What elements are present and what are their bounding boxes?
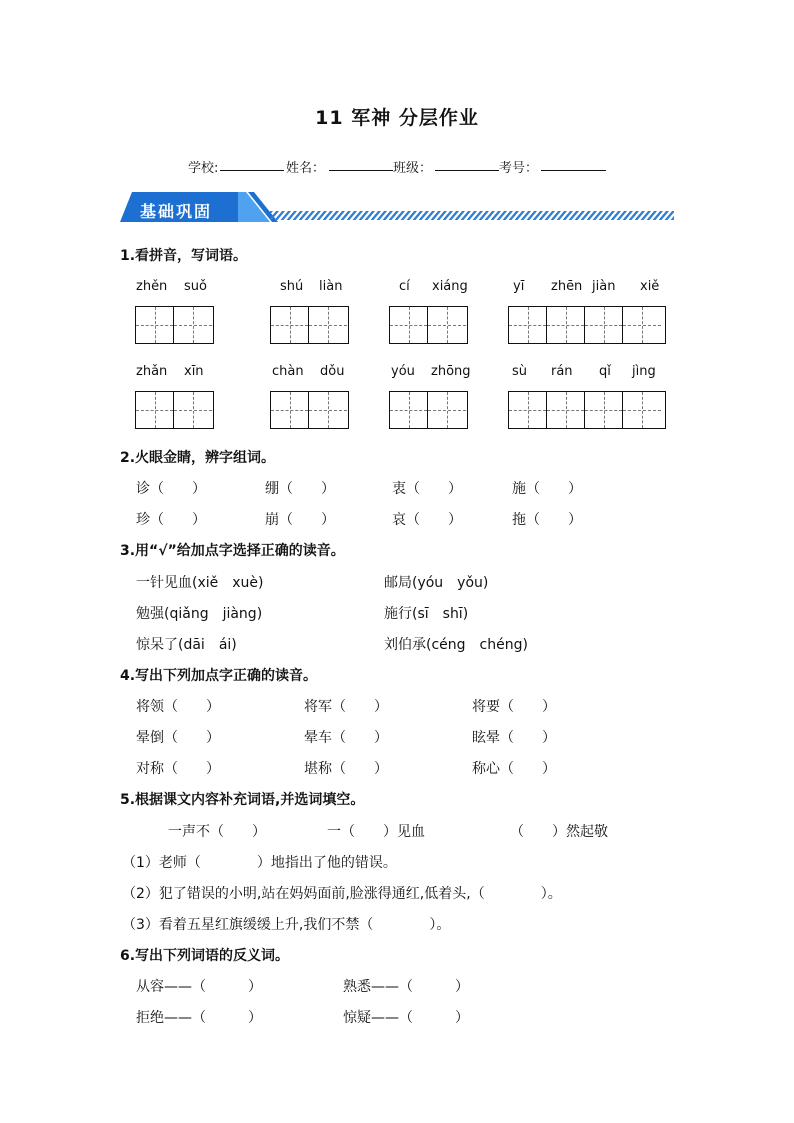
writing-grid[interactable] <box>389 391 468 429</box>
writing-grid[interactable] <box>135 391 214 429</box>
exam-no-blank[interactable] <box>541 170 606 171</box>
reading-blank[interactable]: 将要（ ） <box>472 699 556 715</box>
q3-title: 3.用“√”给加点字选择正确的读音。 <box>120 543 345 559</box>
pronunciation-choice[interactable]: 刘伯承(céng chéng) <box>384 637 528 653</box>
writing-grid[interactable] <box>270 391 349 429</box>
word-group-item[interactable]: 衷（ ） <box>392 481 462 497</box>
antonym-blank[interactable]: 从容——（ ） <box>136 979 262 995</box>
section-banner-label: 基础巩固 <box>140 202 213 221</box>
reading-blank[interactable]: 晕倒（ ） <box>136 730 220 746</box>
writing-grid[interactable] <box>389 306 468 344</box>
pronunciation-choice[interactable]: 惊呆了(dāi ái) <box>136 637 237 653</box>
exam-no-label: 考号： <box>499 161 539 176</box>
idiom-fill[interactable]: （ ）然起敬 <box>510 824 608 840</box>
sentence-fill[interactable]: （2）犯了错误的小明,站在妈妈面前,脸涨得通红,低着头,（ ）。 <box>122 886 562 902</box>
banner-hatch <box>270 211 674 220</box>
pronunciation-choice[interactable]: 施行(sī shī) <box>384 606 469 622</box>
pinyin: xīn <box>184 364 204 379</box>
class-label: 班级： <box>393 161 433 176</box>
pinyin: dǒu <box>320 364 345 379</box>
q4-title: 4.写出下列加点字正确的读音。 <box>120 668 318 684</box>
sentence-fill[interactable]: （1）老师（ ）地指出了他的错误。 <box>122 855 397 871</box>
pinyin: zhēn <box>551 279 583 294</box>
pinyin: qǐ <box>599 364 611 379</box>
pinyin: zhěn <box>136 279 168 294</box>
reading-blank[interactable]: 对称（ ） <box>136 761 220 777</box>
word-group-item[interactable]: 哀（ ） <box>392 512 462 528</box>
page-title: 11 军神 分层作业 <box>315 107 479 129</box>
pinyin: jìng <box>632 364 656 379</box>
pinyin: cí <box>399 279 410 294</box>
antonym-blank[interactable]: 惊疑——（ ） <box>343 1010 469 1026</box>
school-label: 学校: <box>188 161 219 176</box>
word-group-item[interactable]: 施（ ） <box>512 481 582 497</box>
writing-grid[interactable] <box>135 306 214 344</box>
pronunciation-choice[interactable]: 勉强(qiǎng jiàng) <box>136 606 263 622</box>
reading-blank[interactable]: 眩晕（ ） <box>472 730 556 746</box>
reading-blank[interactable]: 将领（ ） <box>136 699 220 715</box>
pinyin: zhǎn <box>136 364 168 379</box>
pinyin: sù <box>512 364 528 379</box>
pinyin: yóu <box>391 364 415 379</box>
idiom-fill[interactable]: 一（ ）见血 <box>327 824 425 840</box>
pronunciation-choice[interactable]: 邮局(yóu yǒu) <box>384 575 489 591</box>
reading-blank[interactable]: 称心（ ） <box>472 761 556 777</box>
word-group-item[interactable]: 珍（ ） <box>136 512 206 528</box>
reading-blank[interactable]: 将军（ ） <box>304 699 388 715</box>
q5-title: 5.根据课文内容补充词语,并选词填空。 <box>120 792 365 808</box>
school-blank[interactable] <box>220 170 284 171</box>
word-group-item[interactable]: 拖（ ） <box>512 512 582 528</box>
word-group-item[interactable]: 绷（ ） <box>265 481 335 497</box>
antonym-blank[interactable]: 熟悉——（ ） <box>343 979 469 995</box>
name-blank[interactable] <box>329 170 393 171</box>
q6-title: 6.写出下列词语的反义词。 <box>120 948 290 964</box>
word-group-item[interactable]: 崩（ ） <box>265 512 335 528</box>
pinyin: xiě <box>640 279 660 294</box>
writing-grid[interactable] <box>508 391 666 429</box>
pinyin: jiàn <box>592 279 616 294</box>
pinyin: shú <box>280 279 304 294</box>
pinyin: liàn <box>319 279 343 294</box>
pinyin: yī <box>513 279 525 294</box>
idiom-fill[interactable]: 一声不（ ） <box>168 824 266 840</box>
pinyin: suǒ <box>184 279 207 294</box>
word-group-item[interactable]: 诊（ ） <box>136 481 206 497</box>
name-label: 姓名： <box>286 161 326 176</box>
antonym-blank[interactable]: 拒绝——（ ） <box>136 1010 262 1026</box>
reading-blank[interactable]: 堪称（ ） <box>304 761 388 777</box>
writing-grid[interactable] <box>508 306 666 344</box>
pinyin: xiáng <box>432 279 468 294</box>
writing-grid[interactable] <box>270 306 349 344</box>
sentence-fill[interactable]: （3）看着五星红旗缓缓上升,我们不禁（ ）。 <box>122 917 451 933</box>
reading-blank[interactable]: 晕车（ ） <box>304 730 388 746</box>
q2-title: 2.火眼金睛，辨字组词。 <box>120 450 276 466</box>
pronunciation-choice[interactable]: 一针见血(xiě xuè) <box>136 575 264 591</box>
pinyin: zhōng <box>431 364 471 379</box>
q1-title: 1.看拼音，写词语。 <box>120 248 248 264</box>
pinyin: rán <box>551 364 573 379</box>
pinyin: chàn <box>272 364 304 379</box>
class-blank[interactable] <box>435 170 499 171</box>
